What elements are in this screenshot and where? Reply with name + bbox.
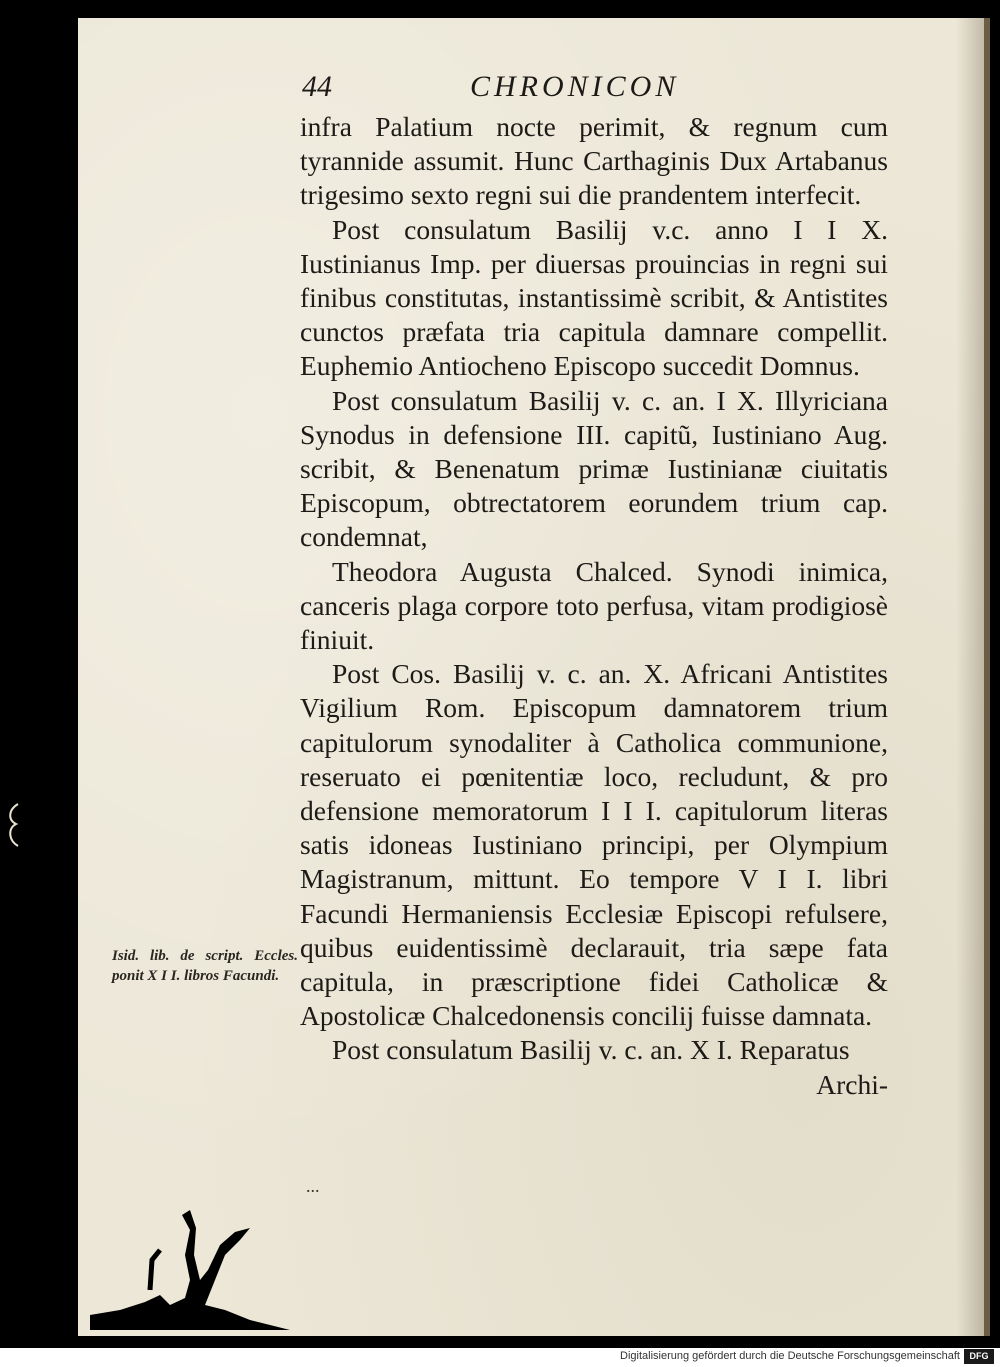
page-number: 44	[302, 70, 332, 103]
running-head	[302, 70, 822, 110]
page-marks: ...	[306, 1176, 320, 1196]
book-title: CHRONICON	[470, 70, 680, 103]
ink-stain-icon	[90, 1210, 290, 1330]
footer-bar	[0, 1348, 1000, 1367]
main-text	[300, 110, 888, 1102]
footer-credit: Digitalisierung gefördert durch die Deutsche Forschungsgemeinschaft	[620, 1350, 960, 1362]
dfg-logo: DFG	[964, 1349, 994, 1364]
paragraph-1: infra Palatium nocte perimit, & regnum cum tyrannide assumit. Hunc Carthaginis Dux Artabanus trigesimo sexto regni sui die prandentem interfecit.	[300, 111, 888, 211]
paragraph-2: Post consulatum Basilij v.c. anno I I X. Iustinianus Imp. per diuersas prouincias in regni sui finibus constitutas, instantissimè scribit, & Antistites cunctos præfata tria capitula damnare compellit. Euphemio Antiocheno Episcopo succedit Domnus.	[300, 213, 888, 382]
gutter-shadow	[956, 18, 984, 1336]
catchword: Archi-	[816, 1068, 888, 1100]
paragraph-6: Post consulatum Basilij v. c. an. X I. Reparatus	[332, 1034, 850, 1066]
paragraph-5: Post Cos. Basilij v. c. an. X. Africani Antistites Vigilium Rom. Episcopum damnatorem trium capitulorum synodaliter à Catholica communione, reseruato ei pœnitentiæ loco, recludunt, & pro defensione memoratorum I I I. capitulorum literas satis idoneas Iustiniano principi, per Olympium Magistranum, mittunt. Eo tempore V I I. libri Facundi Hermaniensis Ecclesiæ Episcopi refulsere, quibus euidentissimè declarauit, tria sæpe fata capitula, in præscriptione fidei Catholicæ & Apostolicæ Chalcedonensis concilij fuisse damnata.	[300, 658, 888, 1032]
margin-bracket-mark	[4, 800, 24, 850]
paragraph-3: Post consulatum Basilij v. c. an. I X. Illyriciana Synodus in defensione III. capitũ, Iustiniano Aug. scribit, & Benenatum primæ Iustinianæ ciuitatis Episcopum, obtrectatorem eorundem trium cap. condemnat,	[300, 384, 888, 553]
marginal-note: Isid. lib. de script. Eccles. ponit X I I. libros Facundi.	[112, 948, 298, 984]
paragraph-4: Theodora Augusta Chalced. Synodi inimica, canceris plaga corpore toto perfusa, vitam prodigiosè finiuit.	[300, 555, 888, 656]
